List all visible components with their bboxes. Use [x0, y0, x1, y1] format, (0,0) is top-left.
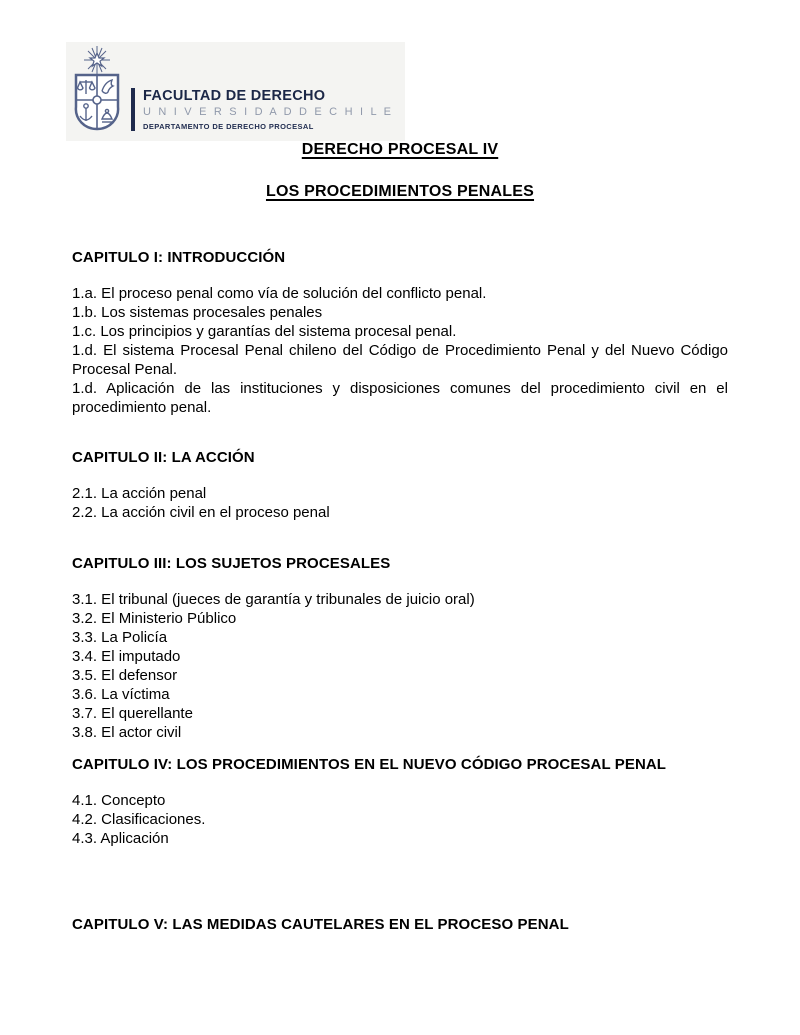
logo-text-block: [131, 88, 393, 131]
syllabus-item: 3.5. El defensor: [72, 667, 178, 684]
section-capitulo-3: [72, 554, 728, 742]
section-capitulo-2: [72, 448, 728, 522]
syllabus-item: 1.c. Los principios y garantías del sistema procesal penal.: [72, 323, 457, 340]
syllabus-item: 3.3. La Policía: [72, 629, 168, 646]
university-crest-icon: [69, 45, 125, 133]
syllabus-item: 3.6. La víctima: [72, 686, 170, 703]
section-capitulo-1: [72, 248, 728, 417]
section-heading: CAPITULO III: LOS SUJETOS PROCESALES: [72, 555, 391, 572]
syllabus-item: 2.1. La acción penal: [72, 485, 207, 502]
syllabus-item: 3.8. El actor civil: [72, 724, 182, 741]
syllabus-item: 1.a. El proceso penal como vía de solución del conflicto penal.: [72, 285, 487, 302]
section-capitulo-5: [72, 915, 728, 951]
document-subtitle: LOS PROCEDIMIENTOS PENALES: [265, 183, 535, 200]
syllabus-item: 4.3. Aplicación: [72, 830, 169, 847]
syllabus-item: 1.d. Aplicación de las instituciones y disposiciones comunes del procedimiento civil en el procedimiento penal.: [72, 380, 728, 416]
document-title: DERECHO PROCESAL IV: [301, 141, 499, 158]
section-heading: CAPITULO II: LA ACCIÓN: [72, 449, 255, 466]
section-heading: CAPITULO IV: LOS PROCEDIMIENTOS EN EL NUEVO CÓDIGO PROCESAL PENAL: [72, 756, 667, 773]
syllabus-item: 1.b. Los sistemas procesales penales: [72, 304, 323, 321]
logo-department-name: DEPARTAMENTO DE DERECHO PROCESAL: [143, 122, 314, 131]
section-capitulo-4: [72, 755, 728, 848]
syllabus-item: 4.1. Concepto: [72, 792, 166, 809]
syllabus-item: 3.4. El imputado: [72, 648, 181, 665]
section-heading: CAPITULO V: LAS MEDIDAS CAUTELARES EN EL PROCESO PENAL: [72, 916, 569, 933]
university-logo: [66, 42, 405, 141]
logo-university-name: U N I V E R S I D A D D E C H I L E: [143, 106, 394, 118]
syllabus-item: 3.7. El querellante: [72, 705, 193, 722]
syllabus-item: 2.2. La acción civil en el proceso penal: [72, 504, 330, 521]
logo-faculty-name: FACULTAD DE DERECHO: [143, 88, 326, 104]
syllabus-item: 1.d. El sistema Procesal Penal chileno del Código de Procedimiento Penal y del Nuevo Código Procesal Penal.: [72, 342, 728, 378]
syllabus-item: 4.2. Clasificaciones.: [72, 811, 206, 828]
syllabus-item: 3.1. El tribunal (jueces de garantía y tribunales de juicio oral): [72, 591, 475, 608]
section-heading: CAPITULO I: INTRODUCCIÓN: [72, 249, 286, 266]
syllabus-item: 3.2. El Ministerio Público: [72, 610, 237, 627]
